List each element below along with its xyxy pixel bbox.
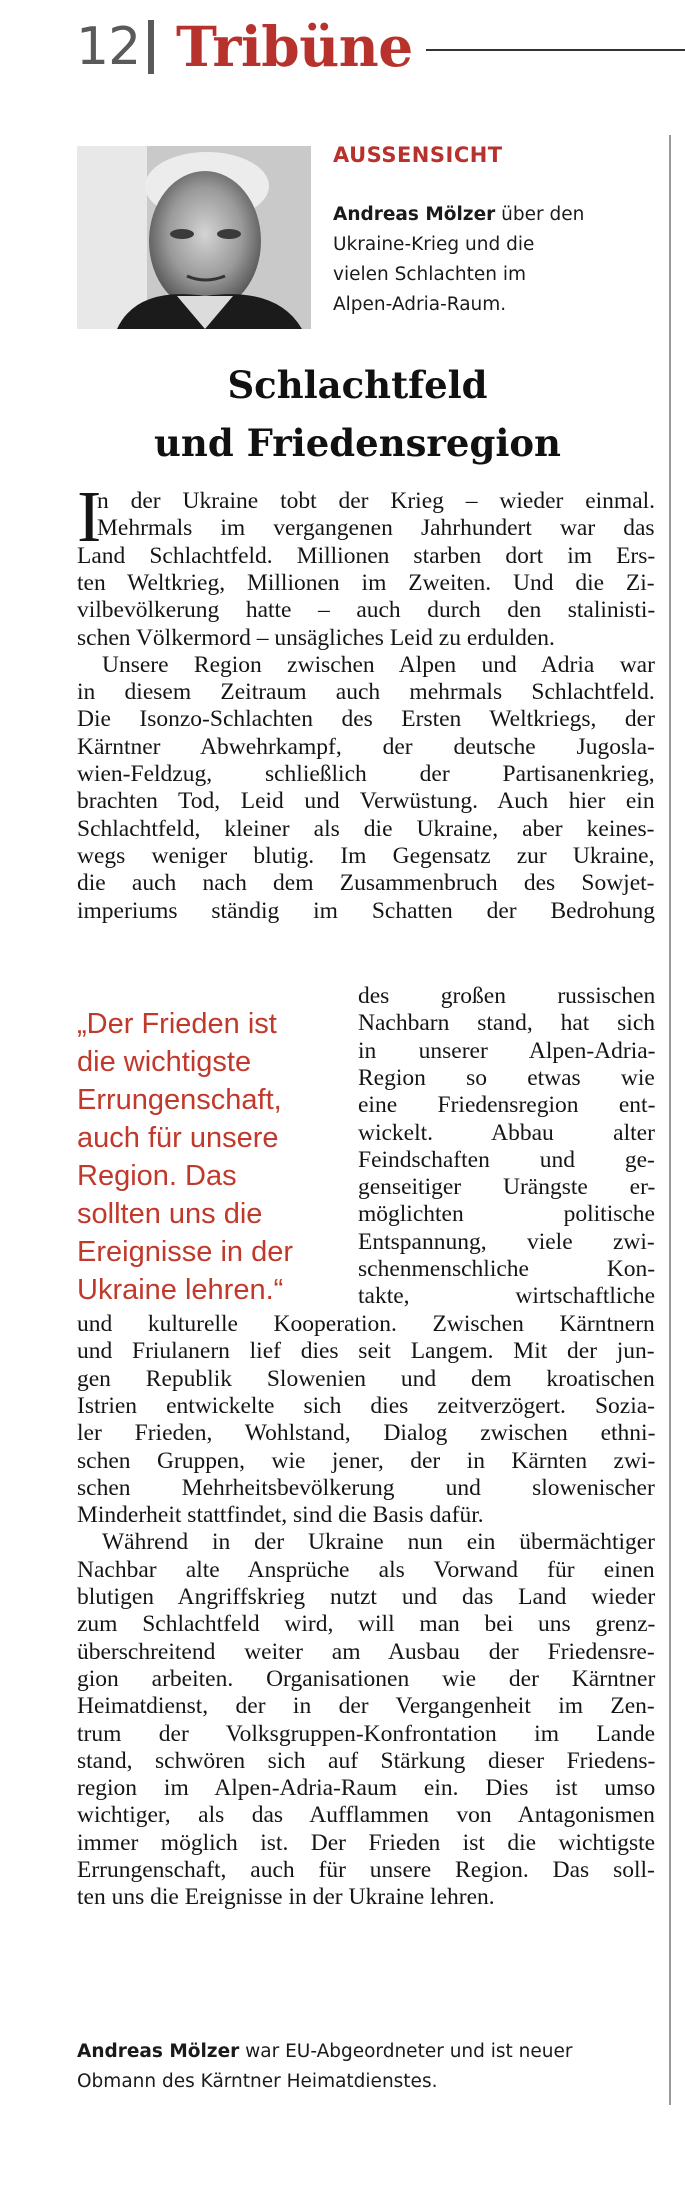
kicker-label: AUSSENSICHT [333, 143, 503, 167]
teaser-line: vielen Schlachten im [333, 264, 527, 285]
body-line: Errungenschaft, auch für unsere Region. Das soll- [77, 1857, 655, 1883]
body-line: trum der Volksgruppen-Konfrontation im Lande [77, 1720, 656, 1747]
body-line: in diesem Zeitraum auch mehrmals Schlachtfeld. [77, 679, 655, 706]
body-line: Region so etwas wie [358, 1064, 655, 1091]
body-line: takte, wirtschaftliche [358, 1283, 656, 1310]
body-line: Während in der Ukraine nun ein übermächtiger [102, 1529, 656, 1556]
teaser-author: Andreas Mölzer [333, 204, 496, 225]
body-line: wickelt. Abbau alter [358, 1119, 655, 1146]
body-line: Entspannung, viele zwi- [358, 1228, 655, 1255]
body-line: stand, schwören sich auf Stärkung dieser Friedens- [77, 1747, 656, 1774]
header-separator [148, 20, 154, 74]
body-line: blutigen Angriffskrieg nutzt und das Land wieder [77, 1584, 656, 1610]
body-line: schenmenschliche Kon- [358, 1256, 656, 1282]
body-line: ten Weltkrieg, Millionen im Zweiten. Und die Zi- [77, 569, 655, 596]
body-line: eine Friedensregion ent- [358, 1092, 656, 1119]
headline-line: Schlachtfeld [227, 363, 488, 407]
body-line: überschreitend weiter am Ausbau der Friedensre- [77, 1638, 655, 1665]
body-line: und kulturelle Kooperation. Zwischen Kärntnern [77, 1311, 655, 1337]
body-line: Kärntner Abwehrkampf, der deutsche Jugosla- [77, 733, 655, 760]
body-line: Nachbarn stand, hat sich [358, 1010, 656, 1037]
column-rule [669, 135, 671, 2105]
body-line: Land Schlachtfeld. Millionen starben dort im Ers- [77, 542, 656, 569]
teaser-line: Ukraine-Krieg und die [333, 234, 535, 255]
author-photo [77, 146, 311, 329]
body-line: region im Alpen-Adria-Raum ein. Dies ist umso [77, 1775, 656, 1802]
pull-quote [77, 1005, 347, 1309]
body-line: Heimatdienst, der in der Vergangenheit im Zen- [77, 1693, 655, 1720]
teaser-line: über den [501, 204, 585, 225]
body-line: immer möglich ist. Der Frieden ist die wichtigste [77, 1829, 656, 1856]
drop-cap: I [77, 476, 102, 557]
bio-line: Obmann des Kärntner Heimatdienstes. [77, 2071, 438, 2092]
body-line: genseitiger Urängste er- [358, 1174, 656, 1201]
pull-quote-line: Region. Das [77, 1160, 237, 1192]
body-line: imperiums ständig im Schatten der Bedrohung [77, 897, 655, 924]
body-line: des großen russischen [358, 983, 656, 1009]
body-line: Feindschaften und ge- [358, 1146, 655, 1173]
author-bio [77, 2037, 657, 2097]
body-line: Nachbar alte Ansprüche als Vorwand für einen [77, 1556, 655, 1583]
page-header [76, 12, 685, 82]
pull-quote-line: auch für unsere [77, 1122, 279, 1154]
headline-line: und Friedensregion [154, 421, 561, 465]
body-line: brachten Tod, Leid und Verwüstung. Auch hier ein [77, 788, 655, 815]
body-line: gen Republik Slowenien und dem kroatischen [77, 1365, 655, 1392]
body-line: Istrien entwickelte sich dies zeitverzögert. Sozia- [77, 1392, 655, 1419]
body-line: vilbevölkerung hatte – auch durch den stalinisti- [77, 597, 656, 624]
body-line: wien-Feldzug, schließlich der Partisanenkrieg, [77, 761, 655, 787]
pull-quote-line: Errungenschaft, [77, 1084, 282, 1116]
body-line: Die Isonzo-Schlachten des Ersten Weltkriegs, der [77, 706, 655, 733]
body-line: und Friulanern lief dies seit Langem. Mit der jun- [77, 1338, 655, 1365]
body-line: schen Mehrheitsbevölkerung und slowenischer [77, 1474, 655, 1501]
body-line: gion arbeiten. Organisationen wie der Kärntner [77, 1665, 656, 1692]
pull-quote-line: sollten uns die [77, 1198, 263, 1230]
body-line: möglichten politische [358, 1201, 655, 1228]
body-line: zum Schlachtfeld wird, will man bei uns grenz- [77, 1611, 656, 1638]
body-line: Unsere Region zwischen Alpen und Adria war [102, 651, 655, 678]
bio-line: war EU-Abgeordneter und ist neuer [245, 2041, 573, 2062]
body-line: schen Gruppen, wie jener, der in Kärnten zwi- [77, 1447, 656, 1474]
body-line: ler Frieden, Wohlstand, Dialog zwischen ethni- [77, 1420, 656, 1447]
pull-quote-line: die wichtigste [77, 1046, 252, 1078]
body-line: wegs weniger blutig. Im Gegensatz zur Ukraine, [77, 842, 655, 869]
page-number: 12 [76, 17, 141, 77]
body-line: n der Ukraine tobt der Krieg – wieder einmal. [97, 488, 656, 514]
body-line: wichtiger, als das Aufflammen von Antagonismen [77, 1802, 655, 1829]
body-line: ten uns die Ereignisse in der Ukraine lehren. [77, 1884, 495, 1911]
body-line: Schlachtfeld, kleiner als die Ukraine, aber keines- [77, 815, 655, 842]
teaser-line: Alpen-Adria-Raum. [333, 294, 507, 315]
portrait-illustration [77, 146, 311, 329]
section-title: Tribüne [176, 14, 413, 79]
pull-quote-line: Ukraine lehren.“ [77, 1274, 284, 1306]
body-line: die auch nach dem Zusammenbruch des Sowjet- [77, 870, 655, 897]
pull-quote-line: Ereignisse in der [77, 1236, 293, 1268]
header-rule [426, 49, 685, 51]
body-line: schen Völkermord – unsägliches Leid zu erdulden. [77, 624, 555, 651]
body-line: Minderheit stattfindet, sind die Basis dafür. [77, 1502, 484, 1529]
pull-quote-line: „Der Frieden ist [77, 1008, 277, 1040]
body-line: in unserer Alpen-Adria- [358, 1037, 656, 1064]
headline [60, 356, 655, 472]
body-line: Mehrmals im vergangenen Jahrhundert war das [97, 515, 655, 542]
teaser [333, 200, 653, 320]
bio-author: Andreas Mölzer [77, 2041, 240, 2062]
